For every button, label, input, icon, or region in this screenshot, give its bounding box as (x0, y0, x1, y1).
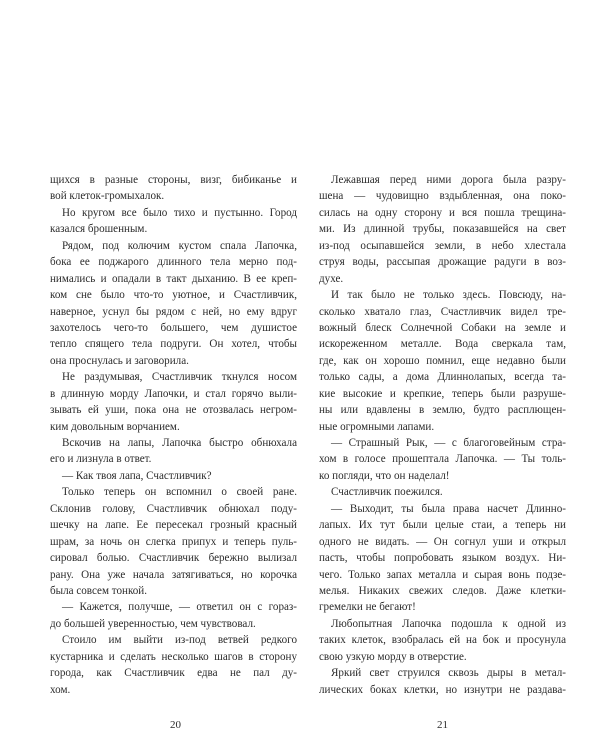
text-line: Рядом, под колючим кустом спала Лапочка, (62, 239, 297, 252)
text-line: Любопытная Лапочка подошла к одной из (331, 617, 566, 630)
text-line: тепло спящего тела подруги. Он хотел, чтобы (50, 338, 297, 351)
text-line: чего. Только запах металла и сырая вонь подзе- (319, 568, 566, 581)
text-line: ны или вдавлены в землю, будто расплющен- (319, 404, 566, 417)
right-page-number: 21 (437, 719, 448, 731)
text-line: рану. Она уже начала затягиваться, но корочка (50, 568, 297, 581)
right-page-text (319, 172, 566, 698)
text-line: И так было не только здесь. Повсюду, на- (331, 289, 566, 302)
text-line: ные огромными лапами. (319, 420, 435, 433)
text-line: шрам, за ночь он слегка припух и теперь пуль- (50, 535, 297, 548)
text-line: шечку на лапе. Ее пересекал грозный красный (50, 519, 297, 532)
text-line: духе. (319, 272, 344, 285)
text-line: вой клеток-громыхалок. (50, 190, 165, 203)
text-line: одного не видать. — Он согнул уши и открыл (319, 535, 566, 548)
text-line: Яркий свет струился сквозь дыры в метал- (331, 667, 566, 680)
text-line: Счастливчик поежился. (331, 486, 443, 499)
text-line: мелья. Никаких свежих следов. Даже клетки- (319, 584, 566, 597)
text-line: ко погляди, что он наделал! (319, 469, 450, 482)
text-line: Но кругом все было тихо и пустынно. Город (62, 206, 297, 219)
text-line: ком сне было что-то уютное, и Счастливчик, (50, 289, 297, 302)
text-line: хом в голосе прошептала Лапочка. — Ты толь- (319, 453, 566, 466)
text-line: нимались и опадали в такт дыханию. В ее креп- (50, 272, 297, 285)
text-line: — Как твоя лапа, Счастливчик? (62, 469, 212, 482)
text-line: — Страшный Рык, — с благоговейным стра- (331, 437, 566, 449)
text-line: из-под осыпавшейся земли, в небо хлестала (319, 239, 566, 252)
text-line: кие высокие и крепкие, теперь были разруше- (319, 387, 566, 400)
text-line: только сады, а дома Длиннолапых, всегда та- (319, 371, 566, 384)
text-line: лических боках клетки, но изнутри не раздава- (319, 683, 566, 696)
left-page-text (50, 172, 297, 698)
text-line: таких клеток, взобралась ей на бок и просунула (319, 634, 566, 647)
left-page-number: 20 (170, 719, 181, 731)
text-line: она проснулась и заговорила. (50, 354, 189, 367)
text-line: бока ее поджарого длинного тела мерно под- (50, 256, 297, 269)
text-line: хом. (50, 683, 71, 696)
text-line: его и лизнула в ответ. (50, 453, 152, 466)
text-line: щихся в разные стороны, визг, бибиканье и (50, 174, 297, 186)
text-line: наверное, уснул бы рядом с ней, но ему вдруг (50, 305, 297, 318)
text-line: вожный блеск Солнечной Собаки на земле и (319, 321, 566, 334)
text-line: Не раздумывая, Счастливчик ткнулся носом (62, 371, 297, 384)
text-line: зывать ей уши, пока она не отозвалась негром- (50, 404, 297, 417)
text-line: струя воды, рассыпая дрожащие радуги в воз- (319, 256, 566, 269)
text-line: где, как он хорошо помнил, еще недавно были (319, 354, 566, 367)
text-line: Только теперь он вспомнил о своей ране. (62, 486, 297, 499)
text-line: Стоило им выйти из-под ветвей редкого (62, 634, 297, 647)
text-line: сировал болью. Счастливчик бережно вылизал (50, 552, 297, 565)
text-line: — Кажется, получше, — ответил он с гораз- (62, 601, 297, 614)
text-line: кустарника и сделать несколько шагов в сторону (50, 650, 297, 663)
text-line: гремелки не бегают! (319, 601, 416, 614)
text-line: силась на одну сторону и вся пошла трещина- (319, 206, 566, 219)
text-line: города, как Счастливчик едва не пал ду- (50, 667, 297, 680)
text-line: в длинную морду Лапочки, и стал горячо выли- (50, 387, 297, 400)
text-line: искореженном металле. Вода сверкала там, (319, 338, 566, 351)
text-line: ми. Из длинной трубы, показавшейся на свет (319, 223, 566, 236)
text-line: пасть, чтобы попробовать языком воздух. Ни- (319, 552, 566, 565)
text-line: лапых. Их тут были целые стаи, а теперь ни (319, 519, 566, 532)
text-line: сколько хватало глаз, Счастливчик видел тре- (319, 305, 566, 318)
text-line: до большей уверенностью, чем чувствовал. (50, 617, 256, 630)
text-line: Склонив голову, Счастливчик обнюхал поду- (50, 502, 297, 515)
text-line: Лежавшая перед ними дорога была разру- (331, 174, 566, 186)
text-line: была совсем тонкой. (50, 584, 148, 597)
text-line: ким довольным ворчанием. (50, 420, 180, 433)
text-line: свою узкую морду в отверстие. (319, 650, 467, 663)
text-line: — Выходит, ты была права насчет Длинно- (331, 502, 566, 515)
text-line: Вскочив на лапы, Лапочка быстро обнюхала (62, 437, 297, 449)
text-line: казался брошенным. (50, 223, 148, 236)
text-line: захотелось чего-то большего, чем душистое (50, 321, 297, 334)
text-line: шена — чудовищно вздыбленная, она поко- (319, 190, 566, 203)
